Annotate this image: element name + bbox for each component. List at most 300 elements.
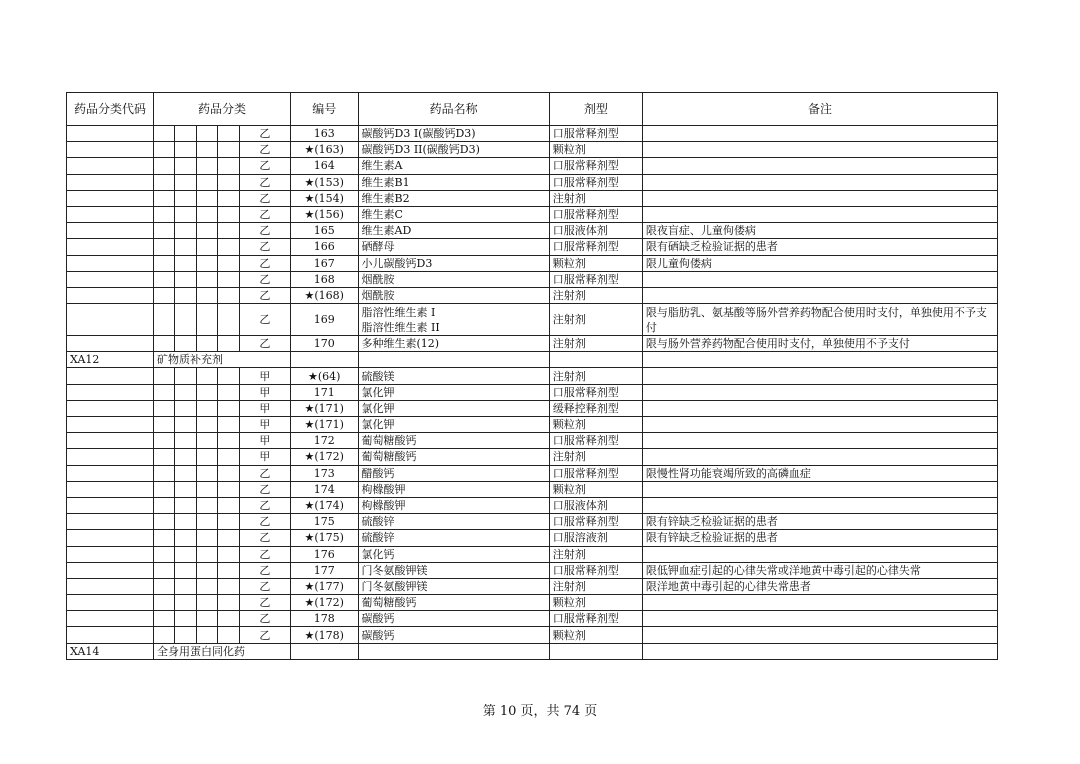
cell-code	[67, 174, 154, 190]
drug-name: 维生素AD	[361, 224, 412, 238]
cell-sub2	[175, 514, 196, 530]
cell-form: 口服常释剂型	[549, 271, 642, 287]
table-row	[67, 465, 998, 481]
cell-remark	[642, 595, 997, 611]
cell-number	[290, 643, 358, 659]
drug-name: 维生素B2	[361, 191, 410, 205]
cell-form: 颗粒剂	[549, 255, 642, 271]
cell-remark: 限有硒缺乏检验证据的患者	[642, 239, 997, 255]
cell-sub1	[153, 126, 174, 142]
cell-number: 168	[290, 271, 358, 287]
cell-sub4	[218, 465, 239, 481]
cell-name	[358, 578, 549, 594]
cell-name	[358, 126, 549, 142]
cell-number: ★(64)	[290, 368, 358, 384]
cell-sub4	[218, 142, 239, 158]
cell-class: 乙	[239, 546, 290, 562]
cell-sub1	[153, 465, 174, 481]
table-row	[67, 514, 998, 530]
cell-sub1	[153, 595, 174, 611]
cell-sub3	[196, 174, 217, 190]
cell-sub3	[196, 126, 217, 142]
table-row	[67, 562, 998, 578]
cell-name	[358, 352, 549, 368]
table-row	[67, 384, 998, 400]
cell-remark	[642, 643, 997, 659]
cell-sub2	[175, 530, 196, 546]
cell-class: 乙	[239, 126, 290, 142]
cell-remark	[642, 368, 997, 384]
table-row	[67, 190, 998, 206]
table-row	[67, 239, 998, 255]
cell-form: 注射剂	[549, 368, 642, 384]
cell-form: 口服常释剂型	[549, 126, 642, 142]
cell-sub2	[175, 158, 196, 174]
cell-name	[358, 206, 549, 222]
cell-code	[67, 465, 154, 481]
cell-sub4	[218, 287, 239, 303]
cell-number: 172	[290, 433, 358, 449]
drug-name: 葡萄糖酸钙	[361, 434, 417, 448]
header-name: 药品名称	[358, 93, 549, 126]
cell-form: 注射剂	[549, 287, 642, 303]
cell-form: 注射剂	[549, 546, 642, 562]
cell-form: 缓释控释剂型	[549, 400, 642, 416]
cell-remark	[642, 126, 997, 142]
cell-remark	[642, 449, 997, 465]
cell-form: 口服液体剂	[549, 223, 642, 239]
cell-name	[358, 643, 549, 659]
cell-name	[358, 546, 549, 562]
cell-number: 166	[290, 239, 358, 255]
cell-sub3	[196, 465, 217, 481]
table-row	[67, 595, 998, 611]
cell-sub4	[218, 223, 239, 239]
cell-remark: 限洋地黄中毒引起的心律失常患者	[642, 578, 997, 594]
cell-sub3	[196, 562, 217, 578]
cell-remark	[642, 433, 997, 449]
cell-form: 注射剂	[549, 304, 642, 336]
cell-sub2	[175, 336, 196, 352]
cell-code	[67, 223, 154, 239]
cell-sub3	[196, 627, 217, 643]
cell-name	[358, 481, 549, 497]
cell-sub1	[153, 223, 174, 239]
cell-sub2	[175, 174, 196, 190]
drug-name: 脂溶性维生素 I	[361, 305, 436, 319]
cell-sub3	[196, 384, 217, 400]
cell-name	[358, 368, 549, 384]
section-code: XA12	[67, 352, 154, 368]
cell-sub4	[218, 384, 239, 400]
cell-sub1	[153, 287, 174, 303]
cell-name	[358, 611, 549, 627]
cell-sub4	[218, 433, 239, 449]
cell-sub3	[196, 595, 217, 611]
cell-name	[358, 271, 549, 287]
cell-name	[358, 239, 549, 255]
cell-form: 口服液体剂	[549, 497, 642, 513]
cell-sub3	[196, 497, 217, 513]
cell-number: ★(175)	[290, 530, 358, 546]
drug-name: 氯化钾	[361, 418, 395, 432]
cell-remark	[642, 206, 997, 222]
cell-sub3	[196, 304, 217, 336]
cell-remark	[642, 271, 997, 287]
table-row	[67, 417, 998, 433]
cell-sub2	[175, 287, 196, 303]
drug-name: 小儿碳酸钙D3	[361, 256, 433, 270]
cell-sub3	[196, 368, 217, 384]
cell-sub1	[153, 239, 174, 255]
drug-table	[66, 92, 998, 660]
cell-remark	[642, 287, 997, 303]
cell-sub4	[218, 530, 239, 546]
cell-form: 颗粒剂	[549, 481, 642, 497]
cell-sub2	[175, 206, 196, 222]
cell-form: 口服常释剂型	[549, 433, 642, 449]
drug-name: 硫酸锌	[361, 515, 395, 529]
cell-sub2	[175, 578, 196, 594]
cell-sub4	[218, 497, 239, 513]
cell-sub2	[175, 255, 196, 271]
drug-name: 葡萄糖酸钙	[361, 450, 417, 464]
table-row	[67, 578, 998, 594]
cell-sub2	[175, 417, 196, 433]
cell-sub1	[153, 158, 174, 174]
cell-sub3	[196, 481, 217, 497]
cell-class: 乙	[239, 190, 290, 206]
header-form: 剂型	[549, 93, 642, 126]
cell-remark	[642, 627, 997, 643]
cell-number: 170	[290, 336, 358, 352]
cell-sub1	[153, 255, 174, 271]
cell-sub3	[196, 206, 217, 222]
table-row	[67, 546, 998, 562]
drug-name: 碳酸钙D3 I(碳酸钙D3)	[361, 127, 476, 141]
cell-sub4	[218, 595, 239, 611]
table-row	[67, 174, 998, 190]
table-row	[67, 142, 998, 158]
cell-form: 颗粒剂	[549, 142, 642, 158]
cell-remark	[642, 400, 997, 416]
section-row	[67, 643, 998, 659]
cell-class: 甲	[239, 400, 290, 416]
header-row	[67, 93, 998, 126]
table-row	[67, 481, 998, 497]
drug-name: 硫酸锌	[361, 531, 395, 545]
cell-sub2	[175, 595, 196, 611]
cell-number: 164	[290, 158, 358, 174]
table-row	[67, 255, 998, 271]
table-row	[67, 126, 998, 142]
cell-sub4	[218, 514, 239, 530]
cell-name	[358, 158, 549, 174]
drug-name: 葡萄糖酸钙	[361, 596, 417, 610]
cell-sub2	[175, 449, 196, 465]
cell-class: 乙	[239, 158, 290, 174]
cell-sub4	[218, 417, 239, 433]
cell-name	[358, 223, 549, 239]
cell-remark: 限低钾血症引起的心律失常或洋地黄中毒引起的心律失常	[642, 562, 997, 578]
table-row	[67, 304, 998, 336]
cell-code	[67, 627, 154, 643]
cell-remark	[642, 611, 997, 627]
cell-code	[67, 611, 154, 627]
cell-class: 乙	[239, 206, 290, 222]
cell-class: 乙	[239, 562, 290, 578]
drug-name: 氯化钾	[361, 385, 395, 399]
cell-sub1	[153, 546, 174, 562]
cell-sub2	[175, 126, 196, 142]
cell-number: ★(174)	[290, 497, 358, 513]
cell-form	[549, 352, 642, 368]
cell-number: 176	[290, 546, 358, 562]
table-row	[67, 223, 998, 239]
cell-form: 口服常释剂型	[549, 611, 642, 627]
cell-code	[67, 384, 154, 400]
cell-class: 甲	[239, 368, 290, 384]
cell-sub3	[196, 417, 217, 433]
drug-name: 枸橼酸钾	[361, 499, 406, 513]
cell-code	[67, 304, 154, 336]
drug-name: 烟酰胺	[361, 272, 395, 286]
cell-remark	[642, 352, 997, 368]
cell-remark: 限有锌缺乏检验证据的患者	[642, 514, 997, 530]
table-row	[67, 530, 998, 546]
cell-form: 颗粒剂	[549, 417, 642, 433]
cell-name	[358, 384, 549, 400]
drug-name-line2: 脂溶性维生素 II	[361, 320, 440, 334]
cell-sub2	[175, 190, 196, 206]
table-row	[67, 206, 998, 222]
drug-name: 门冬氨酸钾镁	[361, 579, 428, 593]
drug-name: 维生素A	[361, 159, 403, 173]
table-row	[67, 433, 998, 449]
cell-class: 乙	[239, 611, 290, 627]
cell-sub4	[218, 400, 239, 416]
cell-code	[67, 158, 154, 174]
cell-sub2	[175, 562, 196, 578]
cell-sub3	[196, 530, 217, 546]
cell-sub4	[218, 562, 239, 578]
cell-number: ★(154)	[290, 190, 358, 206]
cell-sub2	[175, 481, 196, 497]
cell-number: 175	[290, 514, 358, 530]
cell-sub3	[196, 239, 217, 255]
cell-name	[358, 336, 549, 352]
cell-sub4	[218, 336, 239, 352]
cell-name	[358, 627, 549, 643]
cell-sub2	[175, 497, 196, 513]
cell-class: 乙	[239, 255, 290, 271]
cell-name	[358, 514, 549, 530]
cell-number: 178	[290, 611, 358, 627]
cell-sub4	[218, 239, 239, 255]
cell-number: ★(178)	[290, 627, 358, 643]
cell-code	[67, 126, 154, 142]
cell-sub2	[175, 142, 196, 158]
cell-code	[67, 578, 154, 594]
cell-sub2	[175, 239, 196, 255]
cell-sub3	[196, 546, 217, 562]
drug-name: 枸橼酸钾	[361, 482, 406, 496]
cell-number: ★(171)	[290, 400, 358, 416]
cell-name	[358, 400, 549, 416]
cell-remark	[642, 384, 997, 400]
page-footer: 第 10 页，共 74 页	[482, 704, 598, 719]
cell-class: 甲	[239, 433, 290, 449]
cell-sub1	[153, 562, 174, 578]
cell-number	[290, 352, 358, 368]
cell-form: 注射剂	[549, 190, 642, 206]
cell-number: ★(153)	[290, 174, 358, 190]
table-row	[67, 287, 998, 303]
cell-class: 乙	[239, 287, 290, 303]
cell-remark	[642, 497, 997, 513]
cell-sub1	[153, 384, 174, 400]
cell-sub3	[196, 400, 217, 416]
cell-sub1	[153, 514, 174, 530]
drug-name: 氯化钙	[361, 547, 395, 561]
cell-code	[67, 514, 154, 530]
cell-sub1	[153, 627, 174, 643]
cell-class: 乙	[239, 465, 290, 481]
cell-sub2	[175, 384, 196, 400]
cell-remark	[642, 142, 997, 158]
cell-code	[67, 530, 154, 546]
drug-name: 门冬氨酸钾镁	[361, 563, 428, 577]
table-row	[67, 627, 998, 643]
cell-sub1	[153, 578, 174, 594]
cell-sub3	[196, 255, 217, 271]
cell-name	[358, 304, 549, 336]
cell-class: 乙	[239, 174, 290, 190]
cell-sub1	[153, 400, 174, 416]
cell-remark: 限夜盲症、儿童佝偻病	[642, 223, 997, 239]
cell-sub4	[218, 271, 239, 287]
cell-sub4	[218, 174, 239, 190]
cell-code	[67, 481, 154, 497]
cell-sub3	[196, 578, 217, 594]
cell-sub2	[175, 400, 196, 416]
cell-class: 甲	[239, 449, 290, 465]
header-category: 药品分类	[153, 93, 290, 126]
table-row	[67, 400, 998, 416]
cell-sub1	[153, 142, 174, 158]
drug-name: 氯化钾	[361, 401, 395, 415]
cell-form: 注射剂	[549, 449, 642, 465]
cell-number: ★(172)	[290, 595, 358, 611]
table-row	[67, 497, 998, 513]
header-remark: 备注	[642, 93, 997, 126]
cell-name	[358, 465, 549, 481]
cell-sub1	[153, 433, 174, 449]
cell-sub3	[196, 514, 217, 530]
cell-form: 口服常释剂型	[549, 562, 642, 578]
cell-sub3	[196, 142, 217, 158]
cell-sub2	[175, 223, 196, 239]
cell-remark	[642, 190, 997, 206]
drug-name: 多种维生素(12)	[361, 337, 440, 351]
cell-sub4	[218, 368, 239, 384]
cell-form: 口服常释剂型	[549, 206, 642, 222]
cell-sub2	[175, 611, 196, 627]
cell-form: 颗粒剂	[549, 595, 642, 611]
cell-sub3	[196, 158, 217, 174]
cell-form: 口服常释剂型	[549, 174, 642, 190]
cell-sub4	[218, 304, 239, 336]
cell-sub2	[175, 368, 196, 384]
cell-remark: 限慢性肾功能衰竭所致的高磷血症	[642, 465, 997, 481]
cell-number: 165	[290, 223, 358, 239]
cell-form: 口服常释剂型	[549, 465, 642, 481]
cell-sub2	[175, 627, 196, 643]
cell-class: 乙	[239, 223, 290, 239]
cell-class: 乙	[239, 595, 290, 611]
cell-sub4	[218, 449, 239, 465]
cell-number: 163	[290, 126, 358, 142]
cell-number: 173	[290, 465, 358, 481]
header-code: 药品分类代码	[67, 93, 154, 126]
table-row	[67, 611, 998, 627]
table-row	[67, 368, 998, 384]
cell-sub3	[196, 223, 217, 239]
cell-form: 注射剂	[549, 578, 642, 594]
cell-class: 乙	[239, 304, 290, 336]
cell-sub3	[196, 433, 217, 449]
cell-class: 乙	[239, 239, 290, 255]
cell-number: ★(171)	[290, 417, 358, 433]
cell-code	[67, 271, 154, 287]
cell-form: 口服常释剂型	[549, 158, 642, 174]
cell-sub2	[175, 271, 196, 287]
cell-number: ★(156)	[290, 206, 358, 222]
section-title: 全身用蛋白同化药	[153, 643, 290, 659]
cell-sub4	[218, 190, 239, 206]
cell-sub4	[218, 546, 239, 562]
cell-sub4	[218, 627, 239, 643]
cell-sub2	[175, 433, 196, 449]
cell-remark	[642, 174, 997, 190]
cell-sub1	[153, 336, 174, 352]
cell-number: 171	[290, 384, 358, 400]
cell-sub3	[196, 287, 217, 303]
drug-name: 碳酸钙	[361, 628, 395, 642]
cell-code	[67, 142, 154, 158]
cell-remark	[642, 158, 997, 174]
cell-name	[358, 562, 549, 578]
cell-sub1	[153, 190, 174, 206]
section-row	[67, 352, 998, 368]
cell-sub4	[218, 481, 239, 497]
cell-remark	[642, 481, 997, 497]
cell-sub3	[196, 336, 217, 352]
cell-sub2	[175, 465, 196, 481]
section-code: XA14	[67, 643, 154, 659]
cell-sub4	[218, 158, 239, 174]
drug-name: 醋酸钙	[361, 466, 395, 480]
cell-class: 乙	[239, 627, 290, 643]
cell-code	[67, 497, 154, 513]
cell-class: 乙	[239, 336, 290, 352]
cell-name	[358, 595, 549, 611]
drug-name: 维生素C	[361, 208, 403, 222]
cell-sub2	[175, 304, 196, 336]
cell-form: 口服常释剂型	[549, 384, 642, 400]
cell-sub2	[175, 546, 196, 562]
cell-sub4	[218, 206, 239, 222]
